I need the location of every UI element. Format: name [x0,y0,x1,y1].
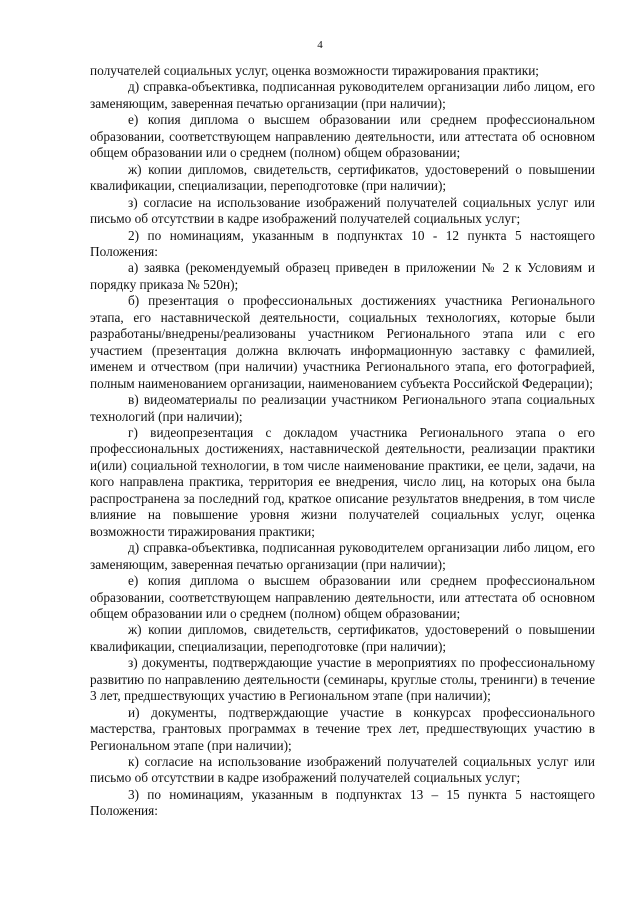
paragraph: ж) копии дипломов, свидетельств, сертификатов, удостоверений о повышении квалификации, специализации, переподготовке (при наличии); [90,161,595,194]
paragraph: е) копия диплома о высшем образовании или среднем профессиональном образовании, соответствующем направлению деятельности, или аттестата об основном общем образовании или о среднем (полном) общем образовании; [90,573,595,621]
document-body [90,63,595,820]
paragraph: ж) копии дипломов, свидетельств, сертификатов, удостоверений о повышении квалификации, специализации, переподготовке (при наличии); [90,622,595,654]
paragraph: 2) по номинациям, указанным в подпунктах 10 - 12 пункта 5 настоящего Положения: [90,227,595,259]
paragraph: з) согласие на использование изображений получателей социальных услуг или письмо об отсутствии в кадре изображений получателей социальных услуг; [90,194,595,227]
paragraph: 3) по номинациям, указанным в подпунктах 13 – 15 пункта 5 настоящего Положения: [90,786,595,819]
page-number: 4 [317,39,323,51]
paragraph: получателей социальных услуг, оценка возможности тиражирования практики; [90,63,540,78]
paragraph: е) копия диплома о высшем образовании или среднем профессиональном образовании, соответствующем направлению деятельности, или аттестата об основном общем образовании или о среднем (полном) общем образовании; [90,112,595,161]
paragraph: д) справка-объективка, подписанная руководителем организации либо лицом, его заменяющим, заверенная печатью организации (при наличии); [90,79,595,111]
paragraph: д) справка-объективка, подписанная руководителем организации либо лицом, его заменяющим, заверенная печатью организации (при наличии); [90,540,595,572]
paragraph: и) документы, подтверждающие участие в конкурсах профессионального мастерства, грантовых программах в течение трех лет, предшествующих участию в Региональном этапе (при наличии); [90,704,595,753]
paragraph: з) документы, подтверждающие участие в мероприятиях по профессиональному развитию по направлению деятельности (семинары, круглые столы, тренинги) в течение 3 лет, предшествующих участию в Региональном этапе (при наличии); [90,655,595,704]
paragraph: к) согласие на использование изображений получателей социальных услуг или письмо об отсутствии в кадре изображений получателей социальных услуг; [90,754,595,786]
paragraph: а) заявка (рекомендуемый образец приведен в приложении № 2 к Условиям и порядку приказа № 520н); [90,260,595,292]
paragraph: г) видеопрезентация с докладом участника Регионального этапа о его профессиональных достижениях, наставнической деятельности, реализации практики и(или) социальной технологии, в том числе наименование практики, ее цели, задачи, на кого направлена практика, территория ее внедрения, число лиц, на которых она была распространена за последний год, краткое описание результатов внедрения, в том числе влияние на повышение уровня жизни получателей социальных услуг, оценка возможности тиражирования практики; [90,424,595,539]
paragraph: в) видеоматериалы по реализации участником Регионального этапа социальных технологий (при наличии); [90,392,595,424]
paragraph: б) презентация о профессиональных достижениях участника Регионального этапа, его наставнической деятельности, социальных технологиях, которые были разработаны/внедрены/реализованы участником Регионального этапа или с его участием (презентация должна включать информационную заставку с фамилией, именем и отчеством (при наличии) участника Регионального этапа, его фотографией, полным наименованием организации, наименованием субъекта Российской Федерации); [90,293,595,391]
